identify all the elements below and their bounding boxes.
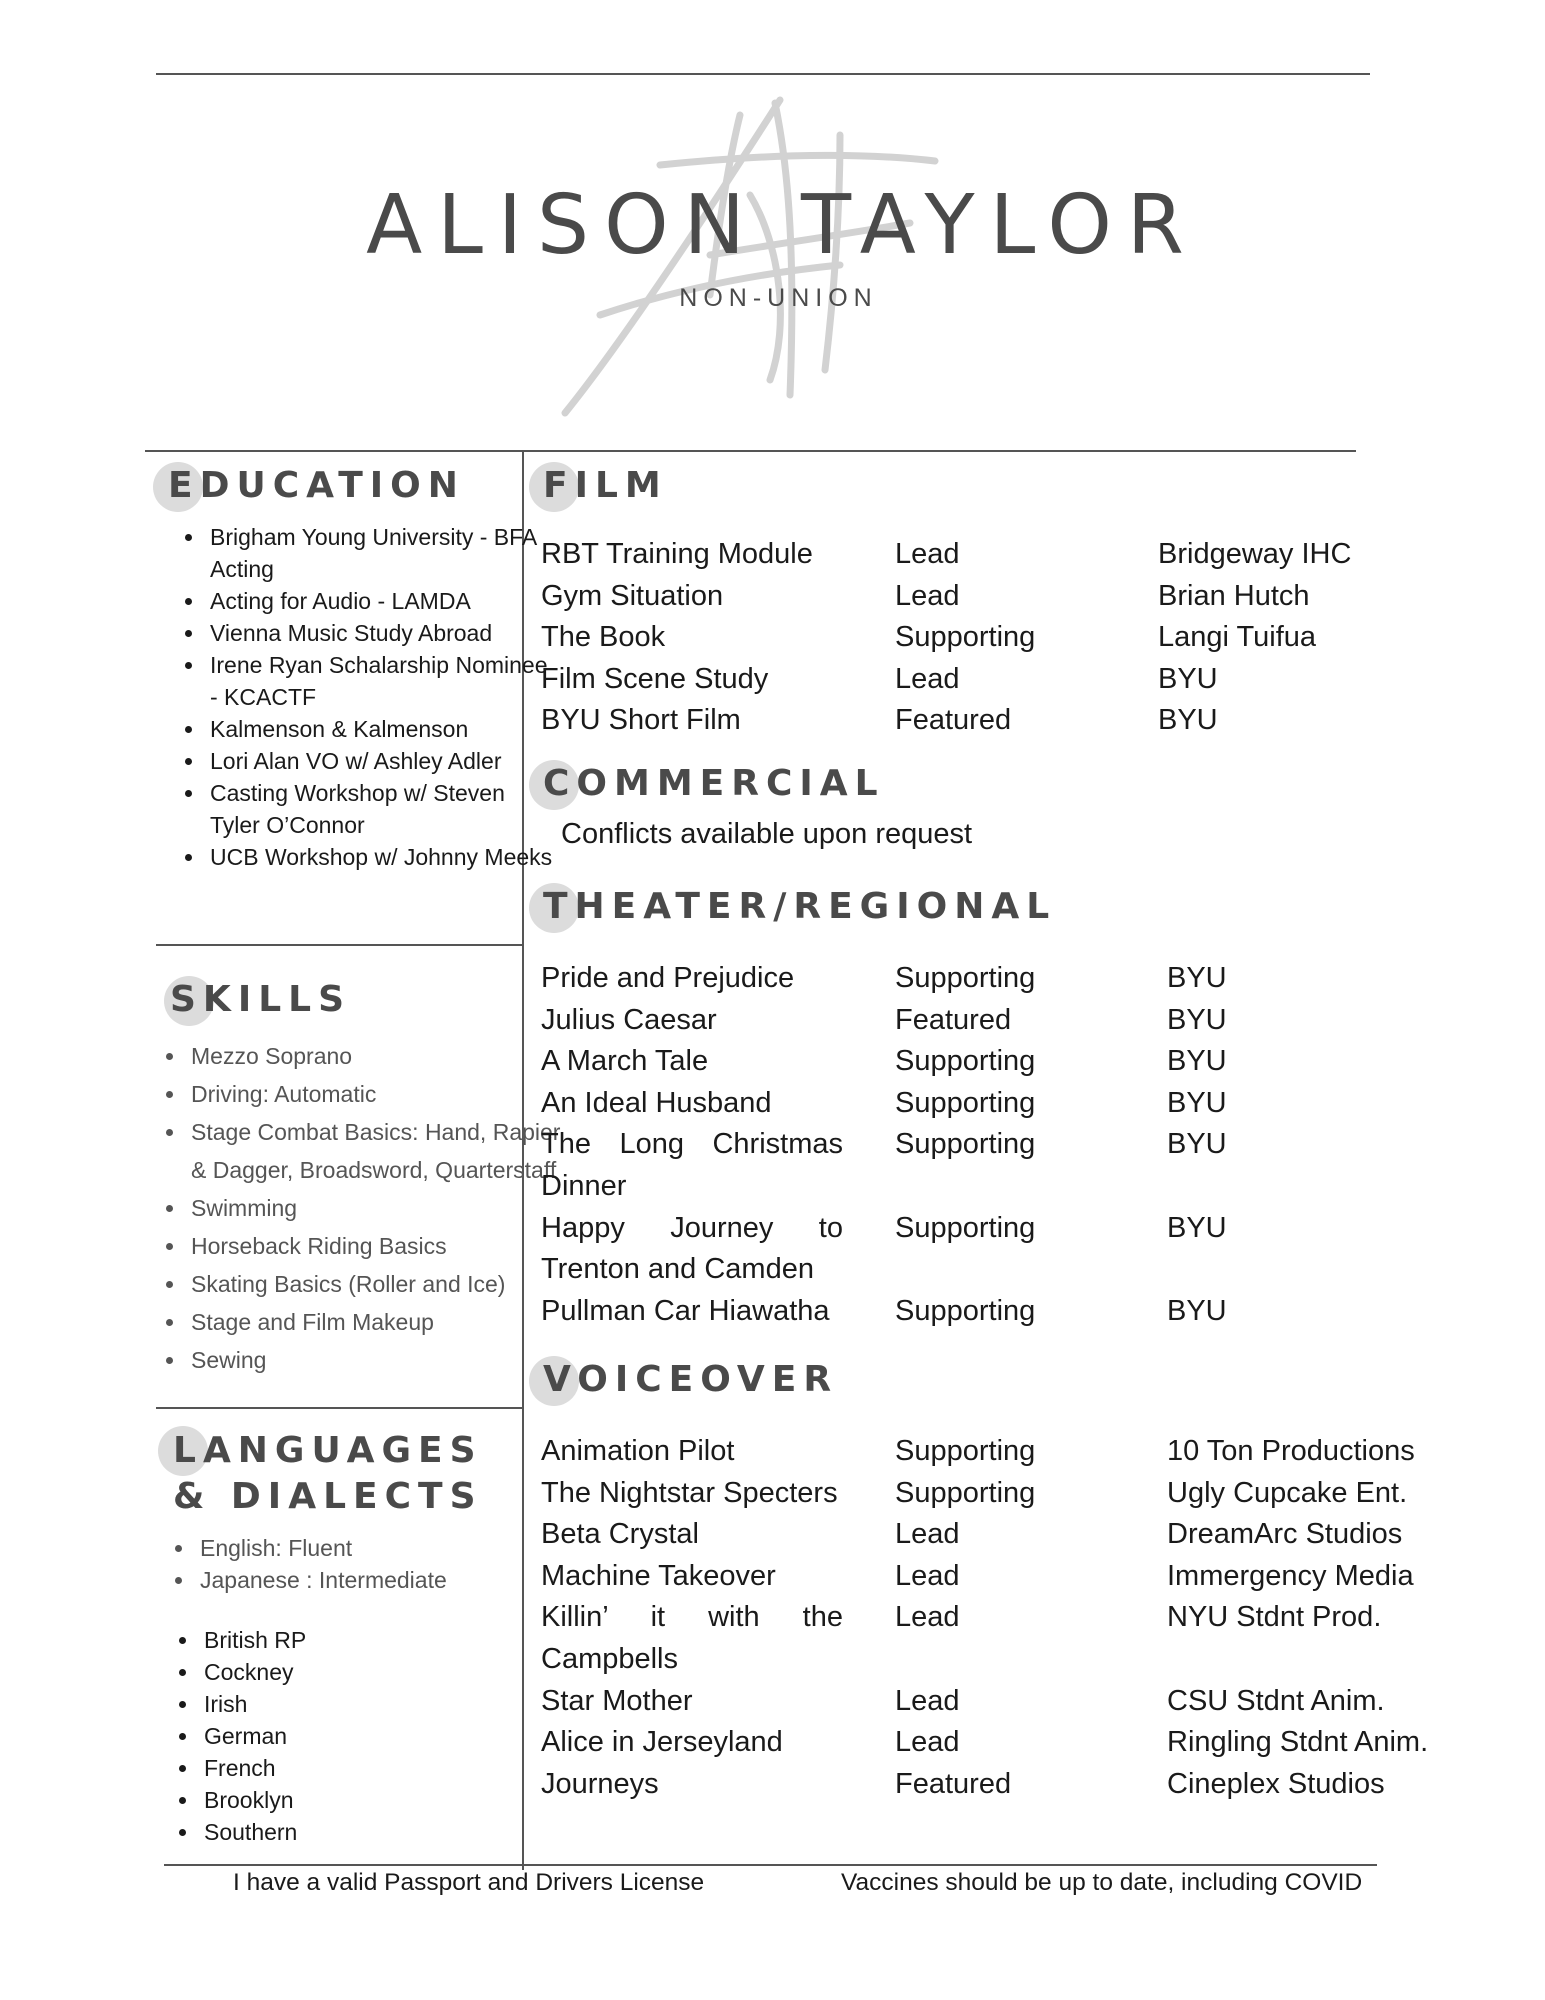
list-item: • Vienna Music Study Abroad: [206, 617, 556, 649]
credit-role: Featured: [895, 1003, 1012, 1036]
union-status: NON-UNION: [679, 284, 878, 312]
applicant-name: ALISON TAYLOR: [366, 178, 1199, 273]
credit-role: Featured: [895, 1767, 1012, 1800]
credit-title: Journeys: [541, 1767, 659, 1800]
credit-company: BYU: [1167, 962, 1227, 994]
top-rule: [156, 73, 1370, 75]
credit-company: BYU: [1158, 704, 1218, 737]
list-item: • British RP: [200, 1624, 560, 1656]
table-row: [541, 1208, 1227, 1291]
list-item: • UCB Workshop w/ Johnny Meeks: [206, 841, 556, 873]
credit-title: Pullman Car Hiawatha: [541, 1294, 830, 1327]
list-item: • Swimming: [187, 1189, 562, 1227]
credit-title: Gym Situation: [541, 579, 724, 612]
education-heading: EDUCATION: [168, 465, 465, 506]
table-row: [541, 534, 1351, 576]
footer-divider: [164, 1864, 1377, 1866]
credit-role: Lead: [895, 1518, 960, 1551]
theater-credits: [541, 958, 1227, 1332]
credit-title: Animation Pilot: [541, 1435, 735, 1467]
credit-company: Cineplex Studios: [1167, 1767, 1385, 1800]
table-row: [541, 617, 1351, 659]
credit-company: Bridgeway IHC: [1158, 538, 1352, 570]
list-item: • Brigham Young University - BFA Acting: [206, 521, 556, 585]
list-item: • Southern: [200, 1816, 560, 1848]
list-item: • Stage Combat Basics: Hand, Rapier & Dagger, Broadsword, Quarterstaff: [187, 1113, 562, 1189]
credit-role: Lead: [895, 1726, 960, 1759]
table-row: [541, 1083, 1227, 1125]
film-credits: [541, 534, 1351, 742]
list-item: • German: [200, 1720, 560, 1752]
credit-company: CSU Stdnt Anim.: [1167, 1684, 1385, 1717]
credit-role: Featured: [895, 704, 1012, 737]
credit-role: Supporting: [895, 1086, 1036, 1119]
list-item: • English: Fluent: [196, 1533, 556, 1565]
credit-role: Lead: [895, 579, 960, 612]
dialects-list: [152, 1624, 560, 1848]
credit-title: Film Scene Study: [541, 662, 769, 695]
table-row: [541, 1764, 1428, 1806]
credit-company: Ringling Stdnt Anim.: [1167, 1726, 1429, 1759]
credit-title: The Book: [541, 621, 666, 654]
voiceover-credits: [541, 1431, 1428, 1805]
credit-company: Brian Hutch: [1158, 579, 1310, 612]
table-row: [541, 700, 1351, 742]
credit-role: Lead: [895, 538, 960, 570]
list-item: • Casting Workshop w/ Steven Tyler O’Connor: [206, 777, 556, 841]
footer-vaccine-note: Vaccines should be up to date, including COVID: [841, 1869, 1363, 1896]
education-divider: [156, 944, 523, 946]
film-heading: FILM: [543, 465, 668, 506]
credit-company: Ugly Cupcake Ent.: [1167, 1476, 1408, 1509]
credit-title: Julius Caesar: [541, 1003, 717, 1036]
table-row: [541, 1722, 1428, 1764]
credit-title: Machine Takeover: [541, 1559, 776, 1592]
table-row: [541, 1000, 1227, 1042]
table-row: [541, 1556, 1428, 1598]
credit-title: A March Tale: [541, 1045, 709, 1078]
credit-company: BYU: [1167, 1294, 1227, 1327]
list-item: • Skating Basics (Roller and Ice): [187, 1265, 562, 1303]
skills-heading: SKILLS: [170, 979, 352, 1020]
credit-company: Immergency Media: [1167, 1559, 1414, 1592]
list-item: • Cockney: [200, 1656, 560, 1688]
credit-title: The Long Christmas Dinner: [541, 1128, 843, 1202]
list-item: • Acting for Audio - LAMDA: [206, 585, 556, 617]
credit-company: BYU: [1167, 1128, 1227, 1161]
credit-company: NYU Stdnt Prod.: [1167, 1601, 1382, 1634]
credit-role: Lead: [895, 1559, 960, 1592]
skills-divider: [156, 1407, 523, 1409]
list-item: • Brooklyn: [200, 1784, 560, 1816]
credit-title: An Ideal Husband: [541, 1086, 772, 1119]
credit-title: Beta Crystal: [541, 1518, 699, 1551]
table-row: [541, 1681, 1428, 1723]
list-item: • Sewing: [187, 1341, 562, 1379]
list-item: • Driving: Automatic: [187, 1075, 562, 1113]
table-row: [541, 1291, 1227, 1333]
languages-list: [148, 1533, 556, 1596]
theater-heading: THEATER/REGIONAL: [543, 886, 1057, 927]
list-item: • Lori Alan VO w/ Ashley Adler: [206, 745, 556, 777]
list-item: • Stage and Film Makeup: [187, 1303, 562, 1341]
credit-company: DreamArc Studios: [1167, 1518, 1403, 1551]
credit-company: BYU: [1167, 1211, 1227, 1244]
commercial-heading: COMMERCIAL: [543, 763, 885, 804]
credit-role: Supporting: [895, 1294, 1036, 1327]
credit-company: BYU: [1167, 1045, 1227, 1078]
table-row: [541, 576, 1351, 618]
table-row: [541, 958, 1227, 1000]
credit-company: BYU: [1167, 1003, 1227, 1036]
credit-role: Supporting: [895, 1435, 1036, 1467]
list-item: • Mezzo Soprano: [187, 1037, 562, 1075]
list-item: • Irene Ryan Schalarship Nominee - KCACTF: [206, 649, 556, 713]
table-row: [541, 1431, 1428, 1473]
credit-title: RBT Training Module: [541, 538, 813, 570]
credit-title: The Nightstar Specters: [541, 1476, 838, 1509]
list-item: • Horseback Riding Basics: [187, 1227, 562, 1265]
credit-title: Killin’ it with the Campbells: [541, 1601, 843, 1675]
languages-heading: LANGUAGES & DIALECTS: [173, 1430, 483, 1517]
table-row: [541, 1041, 1227, 1083]
credit-title: Pride and Prejudice: [541, 962, 795, 994]
table-row: [541, 1124, 1227, 1207]
credit-role: Supporting: [895, 962, 1036, 994]
credit-company: BYU: [1167, 1086, 1227, 1119]
credit-role: Lead: [895, 1684, 960, 1717]
list-item: • French: [200, 1752, 560, 1784]
credit-role: Lead: [895, 1601, 960, 1634]
list-item: • Japanese : Intermediate: [196, 1565, 556, 1597]
education-list: [158, 521, 556, 873]
credit-role: Supporting: [895, 1211, 1036, 1244]
table-row: [541, 1473, 1428, 1515]
credit-company: BYU: [1158, 662, 1218, 695]
credit-title: Alice in Jerseyland: [541, 1726, 783, 1759]
table-row: [541, 1597, 1428, 1680]
credit-title: BYU Short Film: [541, 704, 741, 737]
header-divider: [145, 450, 1356, 452]
list-item: • Kalmenson & Kalmenson: [206, 713, 556, 745]
table-row: [541, 659, 1351, 701]
credit-role: Supporting: [895, 621, 1036, 654]
signature-stroke-4: [660, 155, 935, 165]
credit-title: Star Mother: [541, 1684, 693, 1717]
voiceover-heading: VOICEOVER: [543, 1359, 839, 1400]
footer-passport-note: I have a valid Passport and Drivers License: [233, 1869, 705, 1896]
skills-list: [139, 1037, 562, 1379]
credit-role: Supporting: [895, 1045, 1036, 1078]
credit-title: Happy Journey to Trenton and Camden: [541, 1211, 843, 1286]
table-row: [541, 1514, 1428, 1556]
credit-role: Supporting: [895, 1476, 1036, 1509]
commercial-note: Conflicts available upon request: [561, 818, 973, 850]
list-item: • Irish: [200, 1688, 560, 1720]
credit-company: 10 Ton Productions: [1167, 1435, 1415, 1467]
credit-company: Langi Tuifua: [1158, 621, 1317, 654]
credit-role: Supporting: [895, 1128, 1036, 1161]
credit-role: Lead: [895, 662, 960, 695]
